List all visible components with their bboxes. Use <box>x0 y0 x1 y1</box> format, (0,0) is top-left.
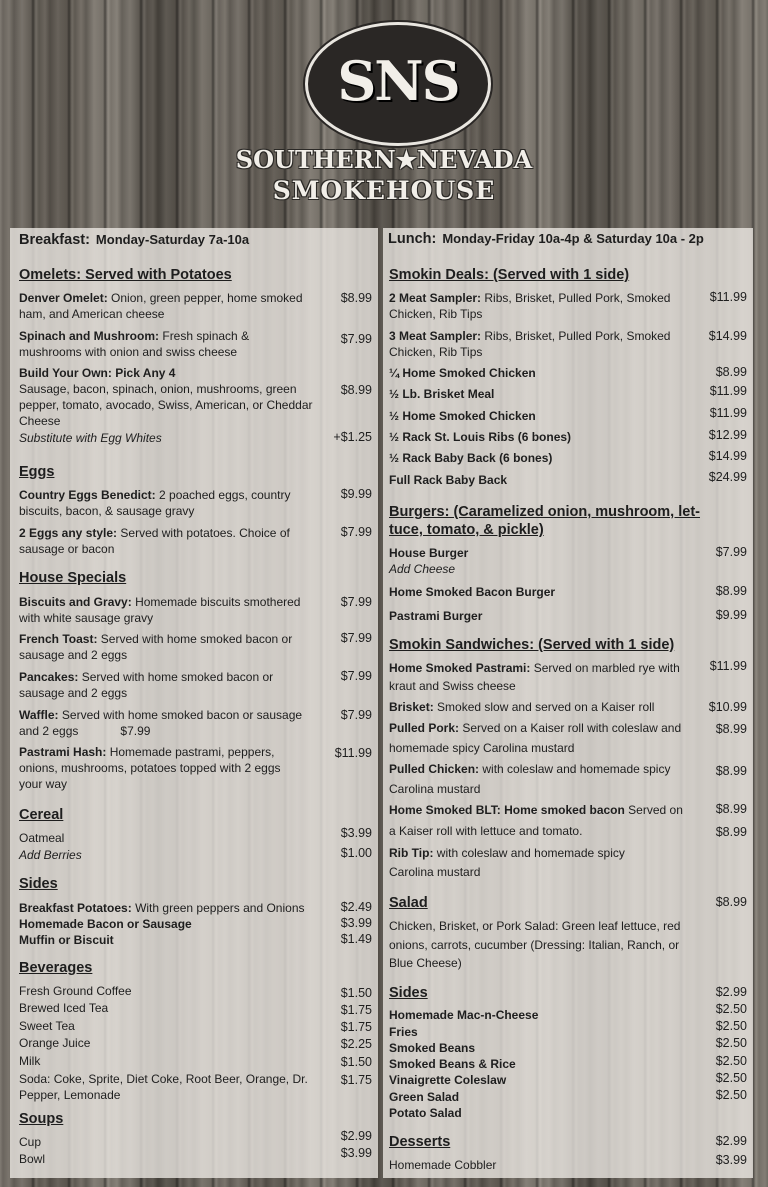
item-price: $14.99 <box>708 329 747 343</box>
brand-name-line2: SMOKEHOUSE <box>272 176 496 205</box>
menu-item-desc: kraut and Swiss cheese <box>389 679 516 693</box>
menu-item-deal: ½ Rack Baby Back (6 bones) <box>389 451 553 465</box>
menu-item-waffle: Waffle: Served with home smoked bacon or sausage <box>19 708 303 722</box>
menu-item-pulled-chicken: Pulled Chicken: with coleslaw and homemade spicy <box>389 762 671 776</box>
menu-item-brisket: Brisket: Smoked slow and served on a Kaiser roll <box>389 700 655 714</box>
menu-item-pastrami-hash: Pastrami Hash: Homemade pastrami, peppers, <box>19 745 275 759</box>
menu-item-desc: and 2 eggs $7.99 <box>19 724 151 738</box>
menu-item-bowl: Bowl <box>19 1152 46 1166</box>
desserts-title: Desserts <box>389 1134 451 1150</box>
logo-letters: SNS <box>337 49 459 113</box>
soups-title: Soups <box>19 1111 64 1127</box>
menu-item-desc: Carolina mustard <box>389 782 481 796</box>
item-price: $8.99 <box>715 584 747 598</box>
menu-item-side: Potato Salad <box>389 1106 462 1120</box>
logo <box>305 22 491 146</box>
menu-item-desc: sausage and 2 eggs <box>19 686 128 700</box>
item-price: $11.99 <box>709 659 747 673</box>
menu-item-desc: sausage and 2 eggs <box>19 648 128 662</box>
menu-item-cobbler: Homemade Cobbler <box>389 1158 497 1172</box>
item-price: $8.99 <box>715 764 747 778</box>
item-price: $11.99 <box>709 290 747 304</box>
item-price: $12.99 <box>708 428 747 442</box>
menu-item-3-meat-sampler: 3 Meat Sampler: Ribs, Brisket, Pulled Pork, Smoked <box>389 329 671 343</box>
item-price: $9.99 <box>340 487 372 501</box>
eggs-title: Eggs <box>19 464 55 480</box>
menu-item-add-berries: Add Berries <box>19 848 82 862</box>
menu-item-desc: with white sausage gravy <box>19 611 154 625</box>
menu-item-2-eggs: 2 Eggs any style: Served with potatoes. Choice of <box>19 526 290 540</box>
brand-name-line1: SOUTHERN★NEVADA <box>235 145 533 174</box>
item-price: $1.00 <box>340 846 372 860</box>
item-price: $7.99 <box>340 631 372 645</box>
menu-item-beverage: Milk <box>19 1054 41 1068</box>
item-price: $8.99 <box>715 802 747 816</box>
item-price: $11.99 <box>709 384 747 398</box>
item-price: $1.75 <box>340 1020 372 1034</box>
menu-item-desc: sausage or bacon <box>19 542 115 556</box>
item-price: $9.99 <box>715 608 747 622</box>
menu-item-desc: mushrooms with onion and swiss cheese <box>19 345 238 359</box>
item-price: $1.75 <box>340 1003 372 1017</box>
smokin-deals-title: Smokin Deals: (Served with 1 side) <box>389 267 630 283</box>
menu-item-side: Green Salad <box>389 1090 460 1104</box>
menu-item-substitute: Substitute with Egg Whites <box>19 431 162 445</box>
menu-item-oatmeal: Oatmeal <box>19 831 65 845</box>
item-price: +$1.25 <box>333 430 372 444</box>
menu-item-rib-tip: Rib Tip: with coleslaw and homemade spicy <box>389 846 625 860</box>
item-price: $7.99 <box>340 332 372 346</box>
menu-item-deal: ½ Rack St. Louis Ribs (6 bones) <box>389 430 572 444</box>
menu-item-side: Smoked Beans & Rice <box>389 1057 516 1071</box>
menu-item-denver: Denver Omelet: Onion, green pepper, home smoked <box>19 291 303 305</box>
menu-item-desc: biscuits, bacon, & sausage gravy <box>19 504 195 518</box>
menu-item-pastrami-burger: Pastrami Burger <box>389 609 483 623</box>
item-price: $7.99 <box>715 545 747 559</box>
item-price: $24.99 <box>708 470 747 484</box>
menu-item-desc: onions, mushrooms, potatoes topped with 2 eggs <box>19 761 281 775</box>
menu-item-benedict: Country Eggs Benedict: 2 poached eggs, country <box>19 488 291 502</box>
item-price: $11.99 <box>709 406 747 420</box>
menu-item-biscuits: Biscuits and Gravy: Homemade biscuits smothered <box>19 595 301 609</box>
menu-item-bacon-burger: Home Smoked Bacon Burger <box>389 585 556 599</box>
omelets-title: Omelets: Served with Potatoes <box>19 267 232 283</box>
menu-item-desc: your way <box>19 777 68 791</box>
menu-item-home-smoked-pastrami: Home Smoked Pastrami: Served on marbled rye with <box>389 661 680 675</box>
breakfast-sides-title: Sides <box>19 876 58 892</box>
menu-item-desc: Carolina mustard <box>389 865 481 879</box>
item-price: $3.99 <box>715 1153 747 1167</box>
menu-item-beverage: Orange Juice <box>19 1036 91 1050</box>
menu-item-desc: onions, carrots, cucumber (Dressing: Italian, Ranch, or <box>389 938 680 952</box>
menu-item-desc: pepper, tomato, avocado, Swiss, American, or Cheddar <box>19 398 313 412</box>
item-price: $3.99 <box>340 1146 372 1160</box>
menu-item-side: Homemade Mac-n-Cheese <box>389 1008 539 1022</box>
menu-item-desc: a Kaiser roll with lettuce and tomato. <box>389 824 583 838</box>
menu-item-bacon-sausage: Homemade Bacon or Sausage <box>19 917 192 931</box>
menu-item-pancakes: Pancakes: Served with home smoked bacon or <box>19 670 274 684</box>
menu-item-soda: Soda: Coke, Sprite, Diet Coke, Root Beer, Orange, Dr. <box>19 1072 308 1086</box>
item-price: $1.49 <box>340 932 372 946</box>
menu-item-muffin: Muffin or Biscuit <box>19 933 114 947</box>
menu-item-desc: Pepper, Lemonade <box>19 1088 121 1102</box>
item-price: $2.99 <box>340 1129 372 1143</box>
breakfast-panel <box>10 228 378 1178</box>
menu-item-deal: ½ Home Smoked Chicken <box>389 409 536 423</box>
item-price: $1.50 <box>340 1055 372 1069</box>
item-price: $8.99 <box>715 722 747 736</box>
item-price: $2.99 <box>715 1134 747 1148</box>
breakfast-heading <box>19 232 249 248</box>
menu-item-desc: Cheese <box>19 414 61 428</box>
menu-item-spinach: Spinach and Mushroom: Fresh spinach & <box>19 329 250 343</box>
item-price: $8.99 <box>340 383 372 397</box>
lunch-panel <box>383 228 753 1178</box>
menu-item-desc: Chicken, Rib Tips <box>389 345 483 359</box>
menu-item-beverage: Brewed Iced Tea <box>19 1001 109 1015</box>
item-price: $8.99 <box>715 365 747 379</box>
item-price: $8.99 <box>715 825 747 839</box>
menu-item-side: Fries <box>389 1025 418 1039</box>
menu-item-desc: homemade spicy Carolina mustard <box>389 741 575 755</box>
burgers-title: Burgers: (Caramelized onion, mushroom, let- <box>389 504 700 520</box>
item-price: $2.50 <box>715 1088 747 1102</box>
item-price: $11.99 <box>334 746 372 760</box>
item-price: $10.99 <box>708 700 747 714</box>
menu-item-deal: ½ Lb. Brisket Meal <box>389 387 495 401</box>
menu-item-blt: Home Smoked BLT: Home smoked bacon Served on <box>389 803 683 817</box>
sandwiches-title: Smokin Sandwiches: (Served with 1 side) <box>389 637 675 653</box>
item-price: $8.99 <box>715 895 747 909</box>
item-price: $1.50 <box>340 986 372 1000</box>
item-price: $7.99 <box>340 595 372 609</box>
menu-item-beverage: Fresh Ground Coffee <box>19 984 132 998</box>
item-price: $7.99 <box>340 708 372 722</box>
breakfast-hours: Monday-Saturday 7a-10a <box>95 232 250 247</box>
item-price: $7.99 <box>340 669 372 683</box>
item-price: $3.99 <box>340 826 372 840</box>
salad-title: Salad <box>389 895 428 911</box>
item-price: $2.50 <box>715 1002 747 1016</box>
menu-item-french-toast: French Toast: Served with home smoked bacon or <box>19 632 293 646</box>
menu-item-beverage: Sweet Tea <box>19 1019 75 1033</box>
item-price: $14.99 <box>708 449 747 463</box>
item-price: $2.99 <box>715 985 747 999</box>
cereal-title: Cereal <box>19 807 64 823</box>
item-price: $2.50 <box>715 1036 747 1050</box>
breakfast-title: Breakfast: <box>19 232 90 248</box>
menu-item-2-meat-sampler: 2 Meat Sampler: Ribs, Brisket, Pulled Pork, Smoked <box>389 291 671 305</box>
beverages-title: Beverages <box>19 960 93 976</box>
menu-item-salad: Chicken, Brisket, or Pork Salad: Green leaf lettuce, red <box>389 919 681 933</box>
menu-item-desc: ham, and American cheese <box>19 307 165 321</box>
lunch-sides-title: Sides <box>389 985 428 1001</box>
item-price: $2.49 <box>340 900 372 914</box>
item-price: $8.99 <box>340 291 372 305</box>
item-price: $2.50 <box>715 1054 747 1068</box>
item-price: $7.99 <box>340 525 372 539</box>
item-price: $3.99 <box>340 916 372 930</box>
menu-item-desc: Sausage, bacon, spinach, onion, mushrooms, green <box>19 382 297 396</box>
item-price: $2.25 <box>340 1037 372 1051</box>
house-specials-title: House Specials <box>19 570 127 586</box>
menu-item-add-cheese: Add Cheese <box>389 562 456 576</box>
menu-item-pulled-pork: Pulled Pork: Served on a Kaiser roll with coleslaw and <box>389 721 682 735</box>
menu-item-side: Vinaigrette Coleslaw <box>389 1073 507 1087</box>
lunch-heading <box>388 231 704 247</box>
menu-item-breakfast-potatoes: Breakfast Potatoes: With green peppers and Onions <box>19 901 305 915</box>
menu-item-deal: ¼ Home Smoked Chicken <box>389 366 536 380</box>
menu-item-desc: Blue Cheese) <box>389 956 462 970</box>
menu-item-build-your-own: Build Your Own: Pick Any 4 <box>19 366 176 380</box>
menu-item-cup: Cup <box>19 1135 42 1149</box>
item-price: $1.75 <box>340 1073 372 1087</box>
menu-item-deal: Full Rack Baby Back <box>389 473 508 487</box>
menu-item-desc: Chicken, Rib Tips <box>389 307 483 321</box>
menu-item-side: Smoked Beans <box>389 1041 476 1055</box>
lunch-hours: Monday-Friday 10a-4p & Saturday 10a - 2p <box>442 231 704 246</box>
menu-item-house-burger: House Burger <box>389 546 469 560</box>
item-price: $2.50 <box>715 1071 747 1085</box>
lunch-title: Lunch: <box>388 231 437 247</box>
item-price: $2.50 <box>715 1019 747 1033</box>
burgers-title-cont: tuce, tomato, & pickle) <box>389 522 544 538</box>
